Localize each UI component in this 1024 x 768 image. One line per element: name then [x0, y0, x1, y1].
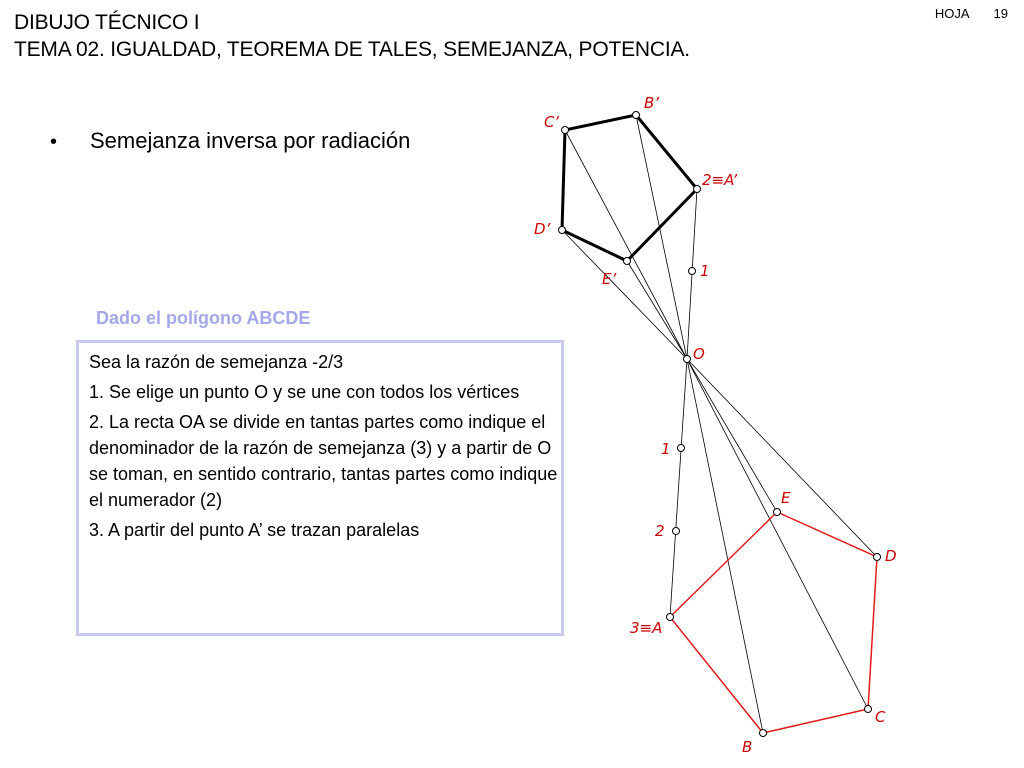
- point-a-prime: [694, 186, 701, 193]
- construction-points: [559, 112, 881, 737]
- given-heading: Dado el polígono ABCDE: [96, 308, 311, 328]
- course-title: DIBUJO TÉCNICO I: [14, 11, 200, 34]
- point-b-prime: [633, 112, 640, 119]
- label-c: C: [875, 708, 886, 726]
- ray-a: [670, 359, 687, 617]
- point-a: [667, 614, 674, 621]
- label-d: D: [885, 547, 897, 565]
- step-2: 2. La recta OA se divide en tantas partes como indique el denominador de la razón de semejanza (3) y a partir de O se toman, en sentido contrario, tantas partes como indique el numerador (2): [89, 412, 558, 510]
- step-3: 3. A partir del punto A’ se trazan paralelas: [89, 520, 420, 540]
- bullet-text: Semejanza inversa por radiación: [90, 128, 411, 153]
- point-o: [684, 356, 691, 363]
- topic-title: TEMA 02. IGUALDAD, TEOREMA DE TALES, SEMEJANZA, POTENCIA.: [14, 38, 690, 61]
- label-1-bottom: 1: [661, 440, 671, 458]
- point-c: [865, 706, 872, 713]
- label-2-bottom: 2: [655, 522, 665, 540]
- label-e-prime: E’: [602, 270, 617, 288]
- point-1-bottom: [678, 445, 685, 452]
- sheet-number: 19: [993, 6, 1008, 21]
- label-e: E: [781, 489, 791, 507]
- ray-b: [636, 115, 687, 359]
- point-1-top: [689, 268, 696, 275]
- label-a-prime: 2≡A’: [702, 171, 738, 189]
- ray-e: [627, 261, 687, 359]
- point-2-bottom: [673, 528, 680, 535]
- ray-d: [562, 230, 687, 359]
- bullet-icon: •: [50, 131, 58, 153]
- label-b-prime: B’: [644, 94, 660, 112]
- ray-c: [565, 130, 687, 359]
- label-b: B: [742, 738, 753, 756]
- label-a: 3≡A: [630, 619, 663, 637]
- ray-d-orig: [687, 359, 877, 557]
- ray-e-orig: [687, 359, 777, 512]
- ray-b-orig: [687, 359, 763, 733]
- label-d-prime: D’: [534, 220, 551, 238]
- point-e-prime: [624, 258, 631, 265]
- step-ratio: Sea la razón de semejanza -2/3: [89, 352, 344, 372]
- image-polygon: [562, 115, 697, 261]
- original-polygon: [670, 512, 877, 733]
- point-e: [774, 509, 781, 516]
- label-1-top: 1: [700, 262, 710, 280]
- sheet-label: HOJA: [934, 6, 970, 21]
- point-labels: [534, 94, 897, 756]
- point-d-prime: [559, 227, 566, 234]
- projection-rays: [562, 115, 877, 733]
- point-c-prime: [562, 127, 569, 134]
- step-1: 1. Se elige un punto O y se une con todos los vértices: [89, 382, 520, 402]
- point-b: [760, 730, 767, 737]
- label-o: O: [693, 345, 705, 363]
- label-c-prime: C’: [544, 113, 559, 131]
- ray-c-orig: [687, 359, 868, 709]
- point-d: [874, 554, 881, 561]
